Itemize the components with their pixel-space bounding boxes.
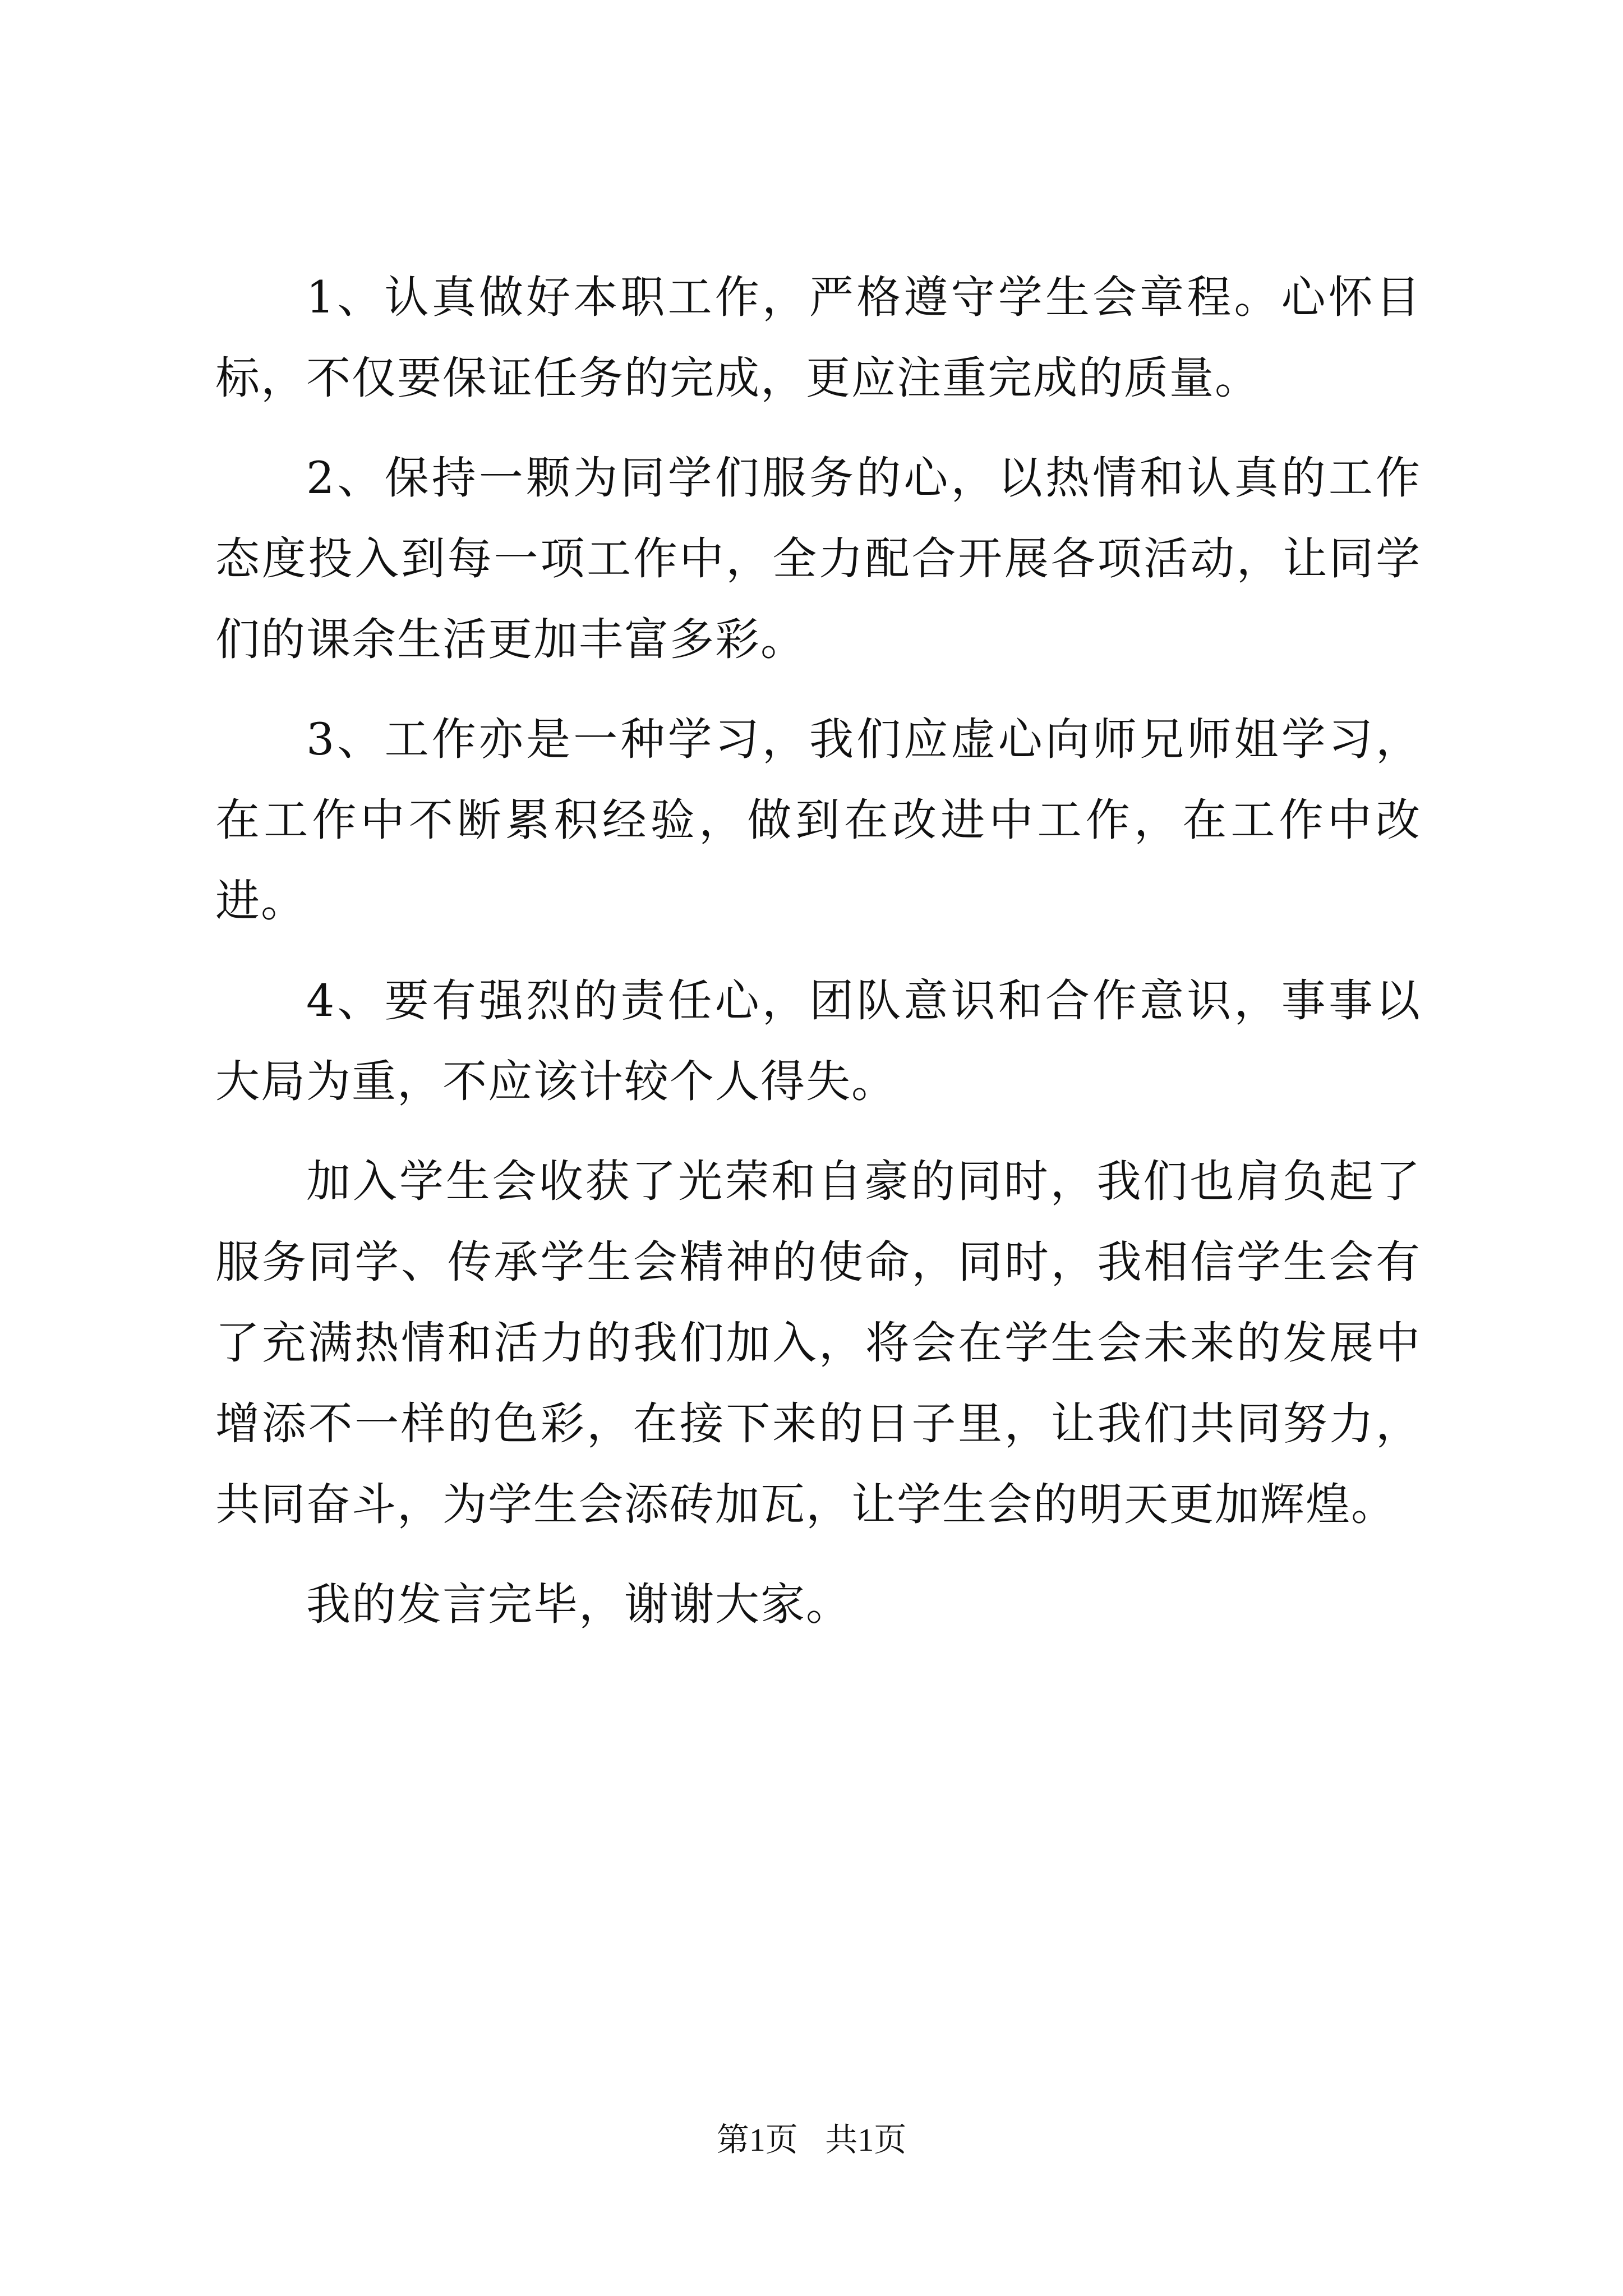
paragraph-item-4: 4、要有强烈的责任心，团队意识和合作意识，事事以大局为重，不应该计较个人得失。 xyxy=(215,975,1421,1107)
page-footer xyxy=(0,2118,1623,2162)
page-number: 第1页 xyxy=(716,2122,798,2158)
paragraph-item-1: 1、认真做好本职工作，严格遵守学生会章程。心怀目标，不仅要保证任务的完成，更应注重完成的质量。 xyxy=(215,272,1421,404)
paragraph-item-2: 2、保持一颗为同学们服务的心，以热情和认真的工作态度投入到每一项工作中，全力配合开展各项活动，让同学们的课余生活更加丰富多彩。 xyxy=(215,452,1421,665)
paragraph-item-3: 3、工作亦是一种学习，我们应虚心向师兄师姐学习，在工作中不断累积经验，做到在改进中工作，在工作中改进。 xyxy=(215,714,1421,927)
page-total: 共1页 xyxy=(825,2122,907,2158)
closing-paragraph: 加入学生会收获了光荣和自豪的同时，我们也肩负起了服务同学、传承学生会精神的使命，同时，我相信学生会有了充满热情和活力的我们加入，将会在学生会未来的发展中增添不一样的色彩，在接下来的日子里，让我们共同努力，共同奋斗，为学生会添砖加瓦，让学生会的明天更加辉煌。 xyxy=(215,1156,1421,1530)
final-remark: 我的发言完毕，谢谢大家。 xyxy=(306,1579,851,1630)
document-body xyxy=(215,257,1421,1664)
